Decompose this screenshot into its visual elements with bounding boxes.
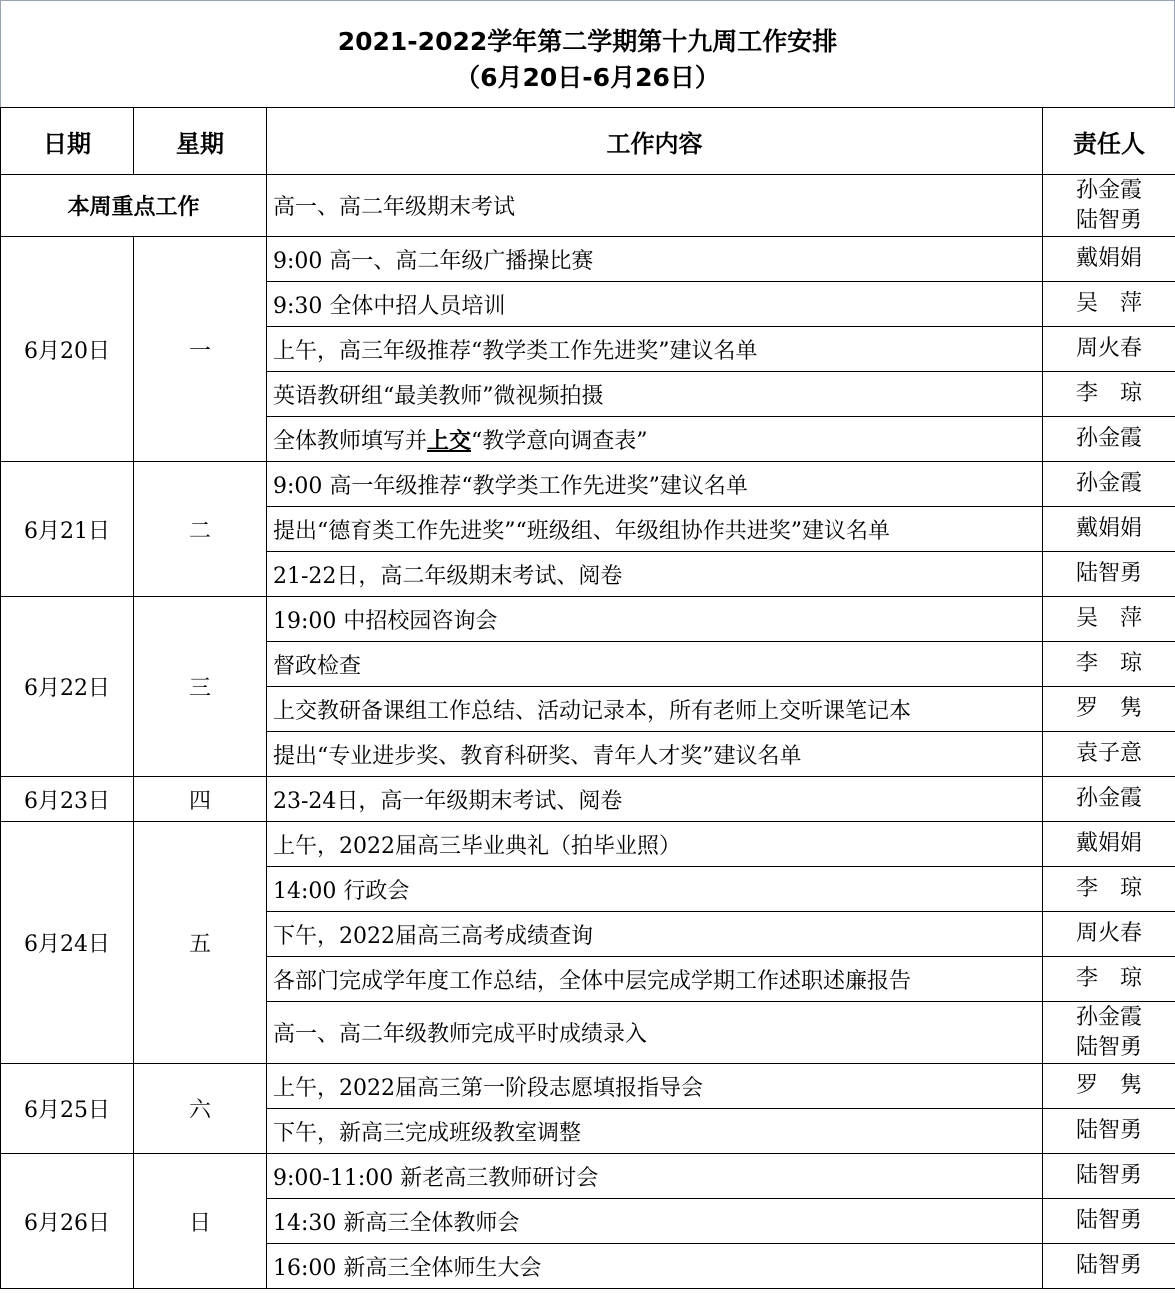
task-person <box>1043 1002 1175 1064</box>
task-content: 9:00 高一、高二年级广播操比赛 <box>267 237 1043 282</box>
page-title: 2021-2022学年第二学期第十九周工作安排 <box>337 27 838 56</box>
task-content: 上交教研备课组工作总结、活动记录本，所有老师上交听课笔记本 <box>267 687 1043 732</box>
date-cell: 6月26日 <box>1 1154 134 1289</box>
person-name: 陆智勇 <box>1075 1034 1142 1060</box>
header-weekday: 星期 <box>134 108 267 175</box>
weekday-cell: 六 <box>134 1064 267 1154</box>
task-person: 陆智勇 <box>1043 1109 1175 1154</box>
table-row <box>1 777 1175 822</box>
header-date: 日期 <box>1 108 134 175</box>
task-person: 李 琼 <box>1043 957 1175 1002</box>
person-name: 陆智勇 <box>1075 207 1142 233</box>
task-content: 下午，2022届高三高考成绩查询 <box>267 912 1043 957</box>
task-person: 陆智勇 <box>1043 1244 1175 1289</box>
page-subtitle: （6月20日-6月26日） <box>455 63 720 92</box>
task-content: 14:30 新高三全体教师会 <box>267 1199 1043 1244</box>
task-content: 上午，2022届高三第一阶段志愿填报指导会 <box>267 1064 1043 1109</box>
task-content: 高一、高二年级教师完成平时成绩录入 <box>267 1002 1043 1064</box>
focus-row <box>1 175 1175 237</box>
task-content: 16:00 新高三全体师生大会 <box>267 1244 1043 1289</box>
weekday-cell: 四 <box>134 777 267 822</box>
task-person: 陆智勇 <box>1043 1154 1175 1199</box>
task-person: 孙金霞 <box>1043 417 1175 462</box>
task-person: 罗 隽 <box>1043 1064 1175 1109</box>
task-person: 周火春 <box>1043 327 1175 372</box>
task-person: 罗 隽 <box>1043 687 1175 732</box>
task-person: 陆智勇 <box>1043 1199 1175 1244</box>
date-cell: 6月24日 <box>1 822 134 1064</box>
task-person: 戴娟娟 <box>1043 507 1175 552</box>
task-person: 李 琼 <box>1043 867 1175 912</box>
header-content: 工作内容 <box>267 108 1043 175</box>
header-person: 责任人 <box>1043 108 1175 175</box>
weekday-cell: 一 <box>134 237 267 462</box>
task-person: 吴 萍 <box>1043 282 1175 327</box>
task-person: 袁子意 <box>1043 732 1175 777</box>
task-person: 戴娟娟 <box>1043 822 1175 867</box>
task-person: 戴娟娟 <box>1043 237 1175 282</box>
table-row <box>1 1064 1175 1109</box>
table-row <box>1 237 1175 282</box>
task-content: 英语教研组“最美教师”微视频拍摄 <box>267 372 1043 417</box>
person-name: 孙金霞 <box>1075 1004 1142 1030</box>
weekday-cell: 五 <box>134 822 267 1064</box>
task-person: 周火春 <box>1043 912 1175 957</box>
table-row <box>1 1154 1175 1199</box>
task-content-post: “教学意向调查表” <box>471 428 648 454</box>
table-row <box>1 822 1175 867</box>
task-person: 陆智勇 <box>1043 552 1175 597</box>
task-content: 提出“德育类工作先进奖”“班级组、年级组协作共进奖”建议名单 <box>267 507 1043 552</box>
table-row <box>1 597 1175 642</box>
task-person: 孙金霞 <box>1043 777 1175 822</box>
task-content: 上午，2022届高三毕业典礼（拍毕业照） <box>267 822 1043 867</box>
task-content-emphasis: 上交 <box>427 427 472 454</box>
task-content: 19:00 中招校园咨询会 <box>267 597 1043 642</box>
task-content: 14:00 行政会 <box>267 867 1043 912</box>
date-cell: 6月25日 <box>1 1064 134 1154</box>
date-cell: 6月21日 <box>1 462 134 597</box>
person-name: 孙金霞 <box>1075 177 1142 203</box>
weekday-cell: 三 <box>134 597 267 777</box>
task-person: 李 琼 <box>1043 642 1175 687</box>
task-content-pre: 全体教师填写并 <box>273 428 428 454</box>
task-person: 吴 萍 <box>1043 597 1175 642</box>
weekday-cell: 二 <box>134 462 267 597</box>
weekday-cell: 日 <box>134 1154 267 1289</box>
task-content: 提出“专业进步奖、教育科研奖、青年人才奖”建议名单 <box>267 732 1043 777</box>
task-person: 李 琼 <box>1043 372 1175 417</box>
task-content: 9:00-11:00 新老高三教师研讨会 <box>267 1154 1043 1199</box>
task-content: 督政检查 <box>267 642 1043 687</box>
task-content: 21-22日，高二年级期末考试、阅卷 <box>267 552 1043 597</box>
table-row <box>1 462 1175 507</box>
task-content: 下午，新高三完成班级教室调整 <box>267 1109 1043 1154</box>
focus-content: 高一、高二年级期末考试 <box>267 175 1043 237</box>
date-cell: 6月20日 <box>1 237 134 462</box>
header-row <box>1 108 1175 175</box>
task-content: 9:30 全体中招人员培训 <box>267 282 1043 327</box>
schedule-table <box>0 107 1175 1289</box>
task-content: 上午，高三年级推荐“教学类工作先进奖”建议名单 <box>267 327 1043 372</box>
task-person: 孙金霞 <box>1043 462 1175 507</box>
task-content <box>267 417 1043 462</box>
task-content: 9:00 高一年级推荐“教学类工作先进奖”建议名单 <box>267 462 1043 507</box>
focus-person <box>1043 175 1175 237</box>
date-cell: 6月23日 <box>1 777 134 822</box>
date-cell: 6月22日 <box>1 597 134 777</box>
task-content: 各部门完成学年度工作总结，全体中层完成学期工作述职述廉报告 <box>267 957 1043 1002</box>
focus-label: 本周重点工作 <box>1 175 267 237</box>
task-content: 23-24日，高一年级期末考试、阅卷 <box>267 777 1043 822</box>
